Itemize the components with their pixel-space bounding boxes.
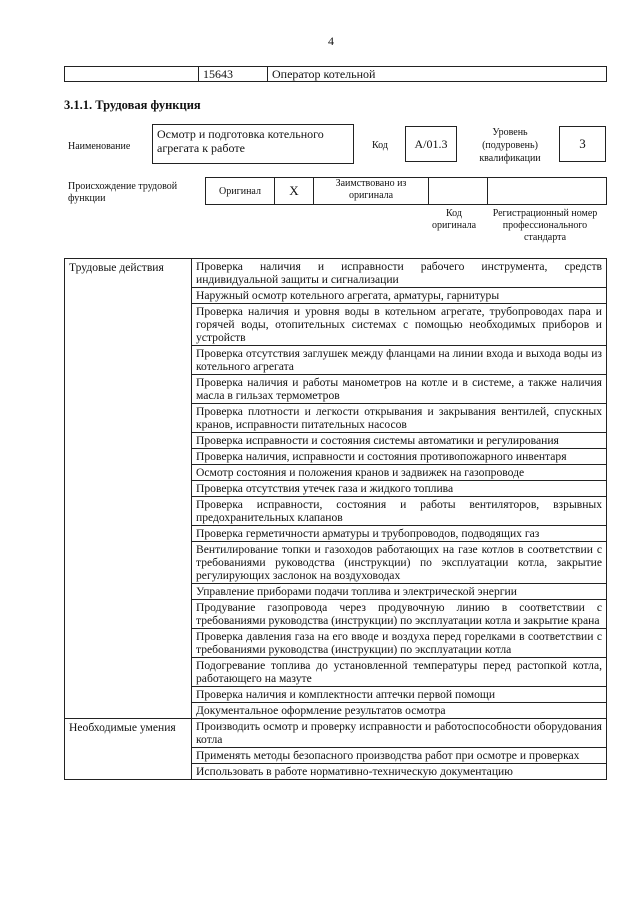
code-label: Код xyxy=(372,140,388,151)
labor-action-item: Проверка наличия и комплектности аптечки первой помощи xyxy=(192,687,607,703)
skill-item: Применять методы безопасного производства работ при осмотре и проверках xyxy=(192,748,607,764)
original-code-cell xyxy=(429,178,488,205)
labor-action-item: Проверка плотности и легкости открывания и закрывания вентилей, спускных кранов, исправности питательных насосов xyxy=(192,404,607,433)
reg-number-cell xyxy=(488,178,607,205)
skills-label: Необходимые умения xyxy=(65,719,192,780)
level-label: Уровень (подуровень) квалификации xyxy=(479,127,541,164)
labor-actions-label: Трудовые действия xyxy=(65,259,192,719)
function-name-value: Осмотр и подготовка котельного агрегата к работе xyxy=(157,127,324,155)
origin-label: Происхождение трудовой функции xyxy=(68,181,178,204)
labor-action-item: Управление приборами подачи топлива и электрической энергии xyxy=(192,584,607,600)
occupation-code: 15643 xyxy=(199,67,268,82)
reg-number-caption: Регистрационный номер профессионального стандарта xyxy=(492,208,598,243)
labor-action-item: Проверка отсутствия заглушек между фланцами на линии входа и выхода воды из котельного агрегата xyxy=(192,346,607,375)
table-row xyxy=(65,259,607,288)
labor-action-item: Вентилирование топки и газоходов работающих на газе котлов в соответствии с требованиями руководства (инструкции) по эксплуатации котла, закрытие регулирующих заслонок на воздуховодах xyxy=(192,542,607,584)
level-box xyxy=(559,126,606,162)
labor-action-item: Проверка отсутствия утечек газа и жидкого топлива xyxy=(192,481,607,497)
level-value: 3 xyxy=(579,136,586,151)
table-row xyxy=(65,719,607,748)
labor-action-item: Проверка герметичности арматуры и трубопроводов, подводящих газ xyxy=(192,526,607,542)
origin-table xyxy=(205,177,607,205)
labor-action-item: Проверка наличия, исправности и состояния противопожарного инвентаря xyxy=(192,449,607,465)
page-number: 4 xyxy=(328,34,334,48)
labor-action-item: Проверка давления газа на его вводе и воздуха перед горелками в соответствии с требованиями руководства (инструкции) по эксплуатации котла xyxy=(192,629,607,658)
function-code-box xyxy=(405,126,457,162)
labor-action-item: Продувание газопровода через продувочную линию в соответствии с требованиями руководства (инструкции) по эксплуатации котла и закрытие крана xyxy=(192,600,607,629)
occupation-table xyxy=(64,66,607,82)
original-code-caption: Код оригинала xyxy=(431,208,477,231)
occupation-empty-cell xyxy=(65,67,199,82)
labor-action-item: Проверка исправности, состояния и работы вентиляторов, взрывных предохранительных клапанов xyxy=(192,497,607,526)
borrowed-label: Заимствовано из оригинала xyxy=(314,178,429,205)
function-name-box xyxy=(152,124,354,164)
labor-action-item: Подогревание топлива до установленной температуры перед растопкой котла, работающего на мазуте xyxy=(192,658,607,687)
name-label: Наименование xyxy=(68,141,131,152)
skill-item: Использовать в работе нормативно-техническую документацию xyxy=(192,764,607,780)
labor-action-item: Проверка наличия и работы манометров на котле и в системе, а также наличия масла в гильзах термометров xyxy=(192,375,607,404)
labor-action-item: Проверка наличия и уровня воды в котельном агрегате, трубопроводах пара и горячей воды, отопительных системах с помощью необходимых приборов и устройств xyxy=(192,304,607,346)
occupation-name: Оператор котельной xyxy=(268,67,607,82)
labor-action-item: Осмотр состояния и положения кранов и задвижек на газопроводе xyxy=(192,465,607,481)
original-label: Оригинал xyxy=(206,178,275,205)
skill-item: Производить осмотр и проверку исправности и работоспособности оборудования котла xyxy=(192,719,607,748)
labor-action-item: Проверка наличия и исправности рабочего инструмента, средств индивидуальной защиты и сигнализации xyxy=(192,259,607,288)
original-mark: Х xyxy=(275,178,314,205)
function-details-table xyxy=(64,258,607,780)
labor-action-item: Документальное оформление результатов осмотра xyxy=(192,703,607,719)
section-title: 3.1.1. Трудовая функция xyxy=(64,98,201,112)
labor-action-item: Наружный осмотр котельного агрегата, арматуры, гарнитуры xyxy=(192,288,607,304)
labor-action-item: Проверка исправности и состояния системы автоматики и регулирования xyxy=(192,433,607,449)
function-code-value: А/01.3 xyxy=(414,137,448,151)
